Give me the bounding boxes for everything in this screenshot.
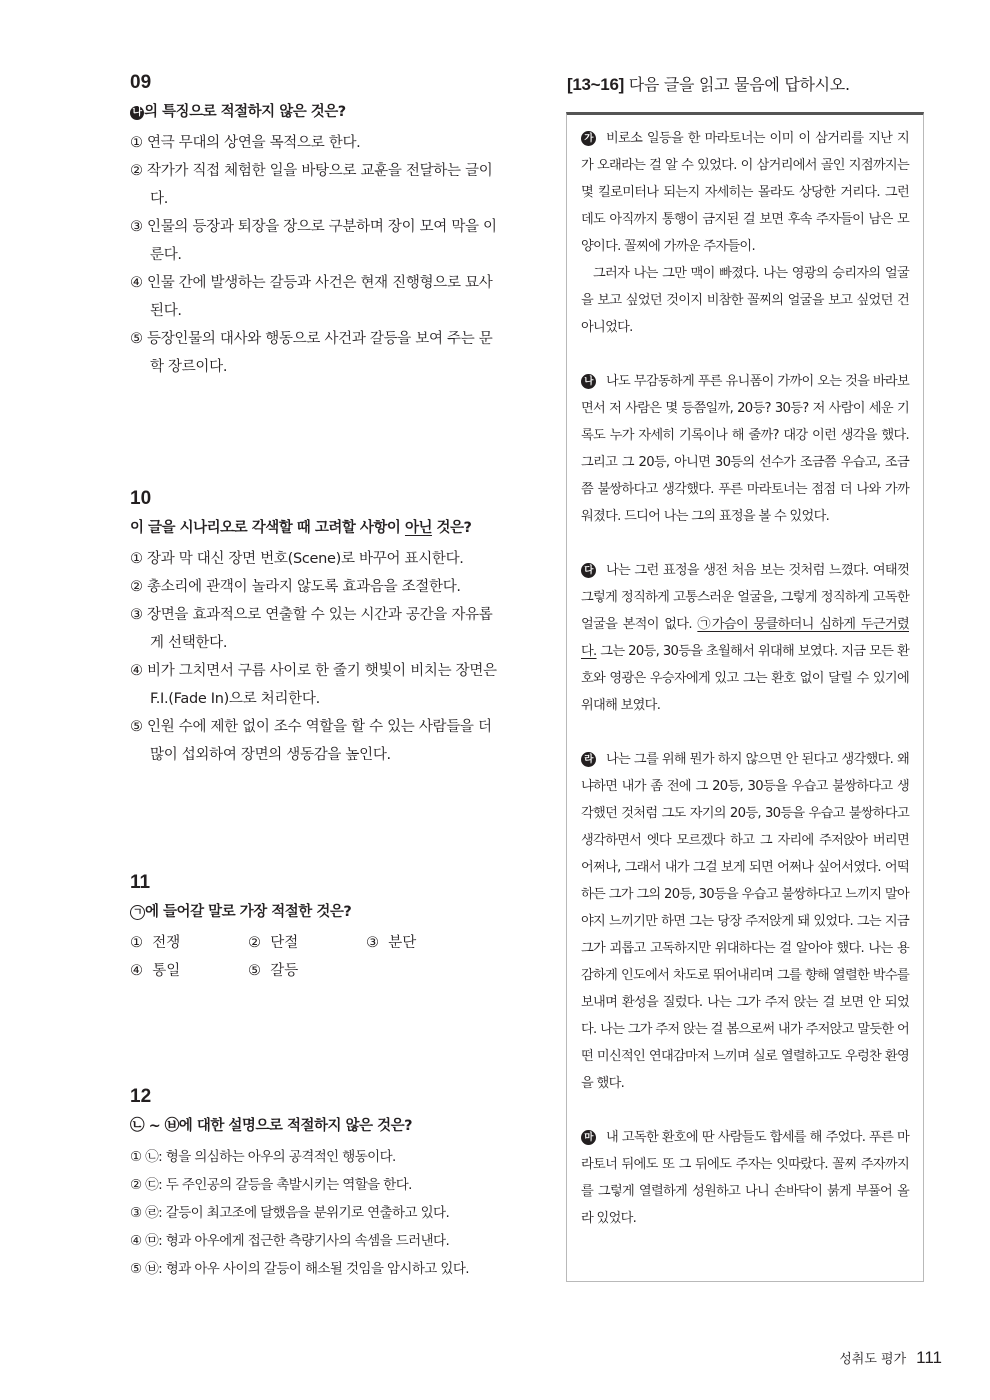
question-number: 11 (130, 872, 151, 893)
answer-option[interactable]: ⑤ ㉥: 형과 아우 사이의 갈등이 해소될 것임을 암시하고 있다. (130, 1261, 469, 1277)
answer-option[interactable]: ④ ㉤: 형과 아우에게 접근한 측량기사의 속셈을 드러낸다. (130, 1233, 450, 1249)
answer-option[interactable]: ① 장과 막 대신 장면 번호(Scene)로 바꾸어 표시한다. (130, 551, 464, 567)
answer-option[interactable]: ① 전쟁 (130, 935, 181, 951)
passage-instruction: [13~16] 다음 글을 읽고 물음에 답하시오. (567, 75, 850, 94)
answer-option[interactable]: ⑤ 갈등 (248, 963, 299, 979)
passage-box (566, 112, 924, 1282)
answer-option[interactable]: ③ 인물의 등장과 퇴장을 장으로 구분하며 장이 모여 막을 이룬다. (130, 219, 497, 263)
footer-section: 성취도 평가 (839, 1352, 907, 1367)
question-stem: 이 글을 시나리오로 각색할 때 고려할 사항이 아닌 것은? (130, 520, 472, 536)
answer-option[interactable]: ④ 비가 그치면서 구름 사이로 한 줄기 햇빛이 비치는 장면은 F.I.(Fade In)으로 처리한다. (130, 663, 497, 707)
answer-option[interactable]: ③ ㉣: 갈등이 최고조에 달했음을 분위기로 연출하고 있다. (130, 1205, 450, 1221)
answer-option[interactable]: ① 연극 무대의 상연을 목적으로 한다. (130, 135, 361, 151)
answer-option[interactable]: ② 작가가 직접 체험한 일을 바탕으로 교훈을 전달하는 글이다. (130, 163, 493, 207)
question-11 (130, 872, 500, 985)
answer-option[interactable]: ③ 분단 (366, 935, 417, 951)
answer-option[interactable]: ⑤ 인원 수에 제한 없이 조수 역할을 할 수 있는 사람들을 더 많이 섭외하여 장면의 생동감을 높인다. (130, 719, 492, 763)
question-number: 12 (130, 1086, 152, 1107)
paragraph-marker-icon: 가 (581, 131, 596, 146)
paragraph-marker-icon: 마 (581, 1130, 596, 1145)
paragraph-marker-icon: 라 (581, 752, 596, 767)
blank-marker-icon: ㄱ (130, 905, 145, 920)
underlined-word: 아닌 (404, 520, 432, 536)
question-09 (130, 72, 500, 381)
page-footer (839, 1348, 942, 1368)
answer-option[interactable]: ① ㉡: 형을 의심하는 아우의 공격적인 행동이다. (130, 1149, 396, 1165)
paragraph-marker-icon: 다 (581, 563, 596, 578)
question-stem: ㉡ ~ ㉥에 대한 설명으로 적절하지 않은 것은? (130, 1118, 413, 1134)
question-number: 09 (130, 72, 152, 93)
answer-option[interactable]: ③ 장면을 효과적으로 연출할 수 있는 시간과 공간을 자유롭게 선택한다. (130, 607, 493, 651)
answer-option[interactable]: ④ 인물 간에 발생하는 갈등과 사건은 현재 진행형으로 묘사된다. (130, 275, 493, 319)
passage-paragraph: 라 나는 그를 위해 뭔가 하지 않으면 안 된다고 생각했다. 왜냐하면 내가 좀 전에 그 20등, 30등을 우습고 불쌍하다고 생각했던 것처럼 그도 자기의 20등, 30등을 우습고 불쌍하다고 생각하면서 엣다 모르겠다 하고 그 자리에 주저앉아 버리면 어쩌나, 그래서 내가 그걸 보게 되면 어쩌나 싶어서였다. 어떡하든 그가 그의 20등, 30등을 우습고 불쌍하다고 느끼지 말아야지 느끼기만 하면 그는 당장 주저앉게 돼 있었다. 그는 지금 그가 괴롭고 고독하지만 위대하다는 걸 알아야 했다. 나는 용감하게 인도에서 차도로 뛰어내리며 그를 향해 열렬한 박수를 보내며 환성을 질렀다. 나는 그가 주저 앉는 걸 보면 안 되었다. 나는 그가 주저 앉는 걸 봄으로써 내가 주저앉고 말듯한 어떤 미신적인 연대감마저 느끼며 실로 열렬하고도 우렁찬 환영을 했다. (581, 752, 909, 1091)
passage-paragraph: 마 내 고독한 환호에 딴 사람들도 합세를 해 주었다. 푸른 마라토너 뒤에도 또 그 뒤에도 주자는 잇따랐다. 꼴찌 주자까지를 그렇게 열렬하게 성원하고 나니 손바닥이 붉게 부풀어 올라 있었다. (581, 1130, 909, 1226)
underlined-phrase: ㉠가슴이 뭉클하더니 심하게 두근거렸다. (581, 617, 909, 659)
passage-marker-icon: 나 (130, 106, 144, 120)
question-10 (130, 488, 500, 769)
question-stem: ㄱ 에 들어갈 말로 가장 적절한 것은? (130, 900, 500, 921)
passage-paragraph: 가 비로소 일등을 한 마라토너는 이미 이 삼거리를 지난 지가 오래라는 걸 알 수 있었다. 이 삼거리에서 골인 지점까지는 몇 킬로미터나 되는지 자세히는 몰라도 상당한 거리다. 그런데도 아직까지 통행이 금지된 걸 보면 후속 주자들이 남은 모양이다. 꼴찌에 가까운 주자들이. 그러자 나는 그만 맥이 빠졌다. 나는 영광의 승리자의 얼굴을 보고 싶었던 것이지 비참한 꼴찌의 얼굴을 보고 싶었던 건 아니었다. (581, 131, 909, 335)
page-number: 111 (916, 1348, 942, 1367)
answer-option[interactable]: ⑤ 등장인물의 대사와 행동으로 사건과 갈등을 보여 주는 문학 장르이다. (130, 331, 493, 375)
question-number: 10 (130, 488, 152, 509)
answer-grid (130, 929, 500, 985)
passage-paragraph: 다 나는 그런 표정을 생전 처음 보는 것처럼 느꼈다. 여태껏 그렇게 정직하게 고통스러운 얼굴을, 그렇게 정직하게 고독한 얼굴을 본적이 없다. ㉠가슴이 뭉클하더니 심하게 두근거렸다. 그는 20등, 30등을 초월해서 위대해 보였다. 지금 모든 환호와 영광은 우승자에게 있고 그는 환호 없이 달릴 수 있기에 위대해 보였다. (581, 563, 909, 713)
answer-option[interactable]: ② ㉢: 두 주인공의 갈등을 촉발시키는 역할을 한다. (130, 1177, 412, 1193)
passage-paragraph: 나 나도 무감동하게 푸른 유니폼이 가까이 오는 것을 바라보면서 저 사람은 몇 등쯤일까, 20등? 30등? 저 사람이 세운 기록도 누가 자세히 기록이나 해 줄까? 대강 이런 생각을 했다. 그리고 그 20등, 아니면 30등의 선수가 조금쯤 우습고, 조금쯤 불쌍하다고 생각했다. 푸른 마라토너는 점점 더 나와 가까워졌다. 드디어 나는 그의 표정을 볼 수 있었다. (581, 374, 909, 524)
question-stem: 나 의 특징으로 적절하지 않은 것은? (130, 100, 500, 121)
answer-option[interactable]: ④ 통일 (130, 963, 181, 979)
question-range: [13~16] (567, 75, 624, 94)
answer-option[interactable]: ② 단절 (248, 935, 299, 951)
paragraph-marker-icon: 나 (581, 374, 596, 389)
answer-option[interactable]: ② 총소리에 관객이 놀라지 않도록 효과음을 조절한다. (130, 579, 461, 595)
question-12 (130, 1086, 500, 1283)
